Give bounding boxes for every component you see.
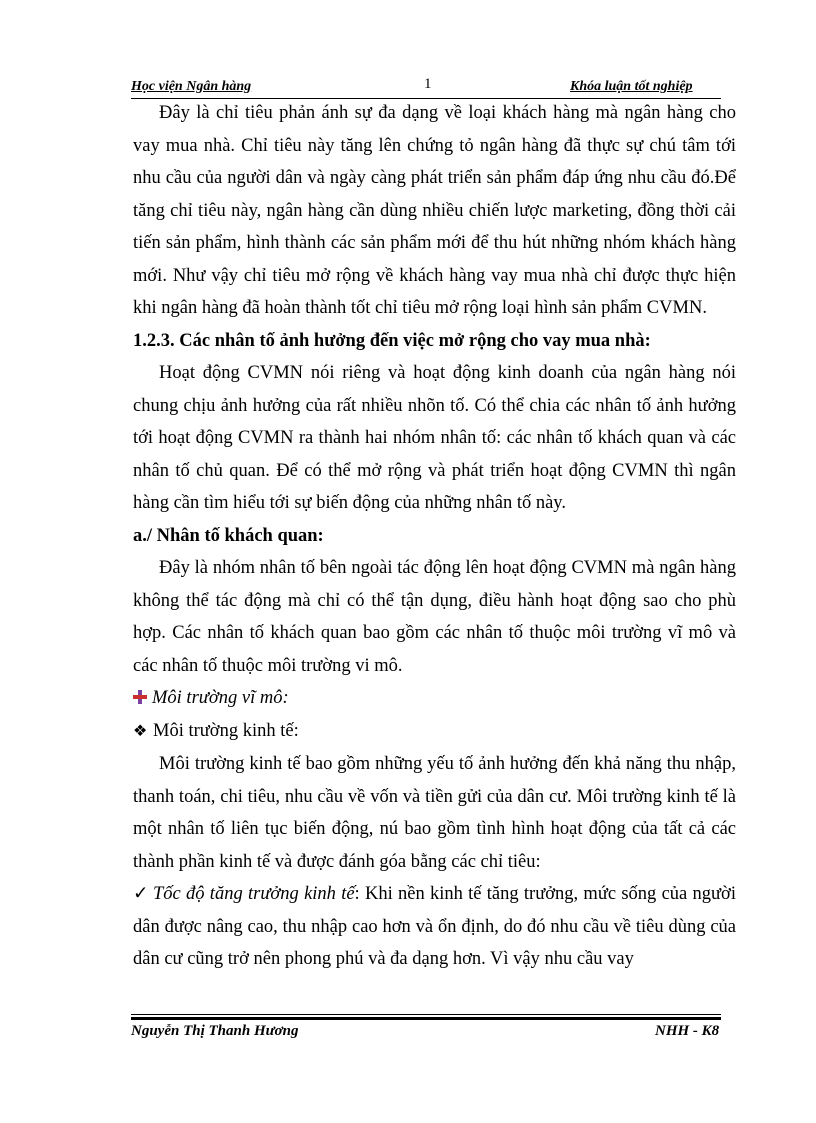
- paragraph-customer-indicator: Đây là chỉ tiêu phản ánh sự đa dạng về loại khách hàng mà ngân hàng cho vay mua nhà. Chỉ tiêu này tăng lên chứng tỏ ngân hàng đã thực sự chú tâm tới nhu cầu của người dân và ngày càng phát triển sản phẩm đáp ứng nhu cầu đó.Để tăng chỉ tiêu này, ngân hàng cần dùng nhiều chiến lược marketing, đồng thời cải tiến sản phẩm, hình thành các sản phẩm mới để thu hút những nhóm khách hàng mới. Như vậy chỉ tiêu mở rộng về khách hàng vay mua nhà chỉ được thực hiện khi ngân hàng đã hoàn thành tốt chỉ tiêu mở rộng loại hình sản phẩm CVMN.: [133, 103, 736, 318]
- page-number: 1: [424, 76, 432, 92]
- footer-rule-thick: [131, 1017, 721, 1020]
- header-school: Học viện Ngân hàng: [131, 79, 252, 94]
- checkmark-bullet-icon: ✓: [133, 884, 149, 904]
- footer-rule-thin: [131, 1014, 721, 1015]
- bullet-macro-label: Môi trường vĩ mô:: [152, 688, 289, 708]
- paragraph-growth-rate: [133, 878, 736, 976]
- page-body: [133, 97, 736, 976]
- paragraph-objective-factors: Đây là nhóm nhân tố bên ngoài tác động lên hoạt động CVMN mà ngân hàng không thể tác động mà chỉ có thể tận dụng, điều hành hoạt động sao cho phù hợp. Các nhân tố khách quan bao gồm các nhân tố thuộc môi trường vĩ mô và các nhân tố thuộc môi trường vi mô.: [133, 558, 736, 676]
- footer-class: NHH - K8: [655, 1023, 720, 1039]
- plus-bullet-icon: [133, 690, 147, 704]
- section-heading-1-2-3: 1.2.3. Các nhân tố ảnh hưởng đến việc mở rộng cho vay mua nhà:: [133, 330, 651, 351]
- bullet-economic-label: Môi trường kinh tế:: [153, 720, 299, 741]
- bullet-economic-environment: [133, 715, 736, 749]
- growth-rate-term: Tốc độ tăng trưởng kinh tế: [153, 884, 355, 904]
- header-doc-type: Khóa luận tốt nghiệp: [570, 79, 693, 94]
- footer-author: Nguyễn Thị Thanh Hương: [131, 1023, 299, 1039]
- paragraph-economic-environment: Môi trường kinh tế bao gồm những yếu tố ảnh hưởng đến khả năng thu nhập, thanh toán, chi tiêu, nhu cầu về vốn và tiền gửi của dân cư. Môi trường kinh tế là một nhân tố liên tục biến động, nú bao gồm tình hình hoạt động của tất cả các thành phần kinh tế và được đánh góa bằng các chỉ tiêu:: [133, 754, 736, 872]
- subheading-objective-factors: a./ Nhân tố khách quan:: [133, 525, 324, 546]
- growth-rate-text: : Khi nền kinh tế tăng trưởng, mức sống của người dân được nâng cao, thu nhập cao hơn và ổn định, do đó nhu cầu về tiêu dùng của dân cư cũng trở nên phong phú và đa dạng hơn. Vì vậy nhu cầu vay: [133, 884, 736, 969]
- paragraph-factors-intro: Hoạt động CVMN nói riêng và hoạt động kinh doanh của ngân hàng nói chung chịu ảnh hưởng của rất nhiều nhõn tố. Có thể chia các nhân tố ảnh hưởng tới hoạt động CVMN ra thành hai nhóm nhân tố: các nhân tố khách quan và các nhân tố chủ quan. Để có thể mở rộng và phát triển hoạt động CVMN thì ngân hàng cần tìm hiểu tới sự biến động của những nhân tố này.: [133, 363, 736, 513]
- bullet-macro-environment: [133, 682, 736, 715]
- diamond-bullet-icon: ❖: [133, 722, 148, 740]
